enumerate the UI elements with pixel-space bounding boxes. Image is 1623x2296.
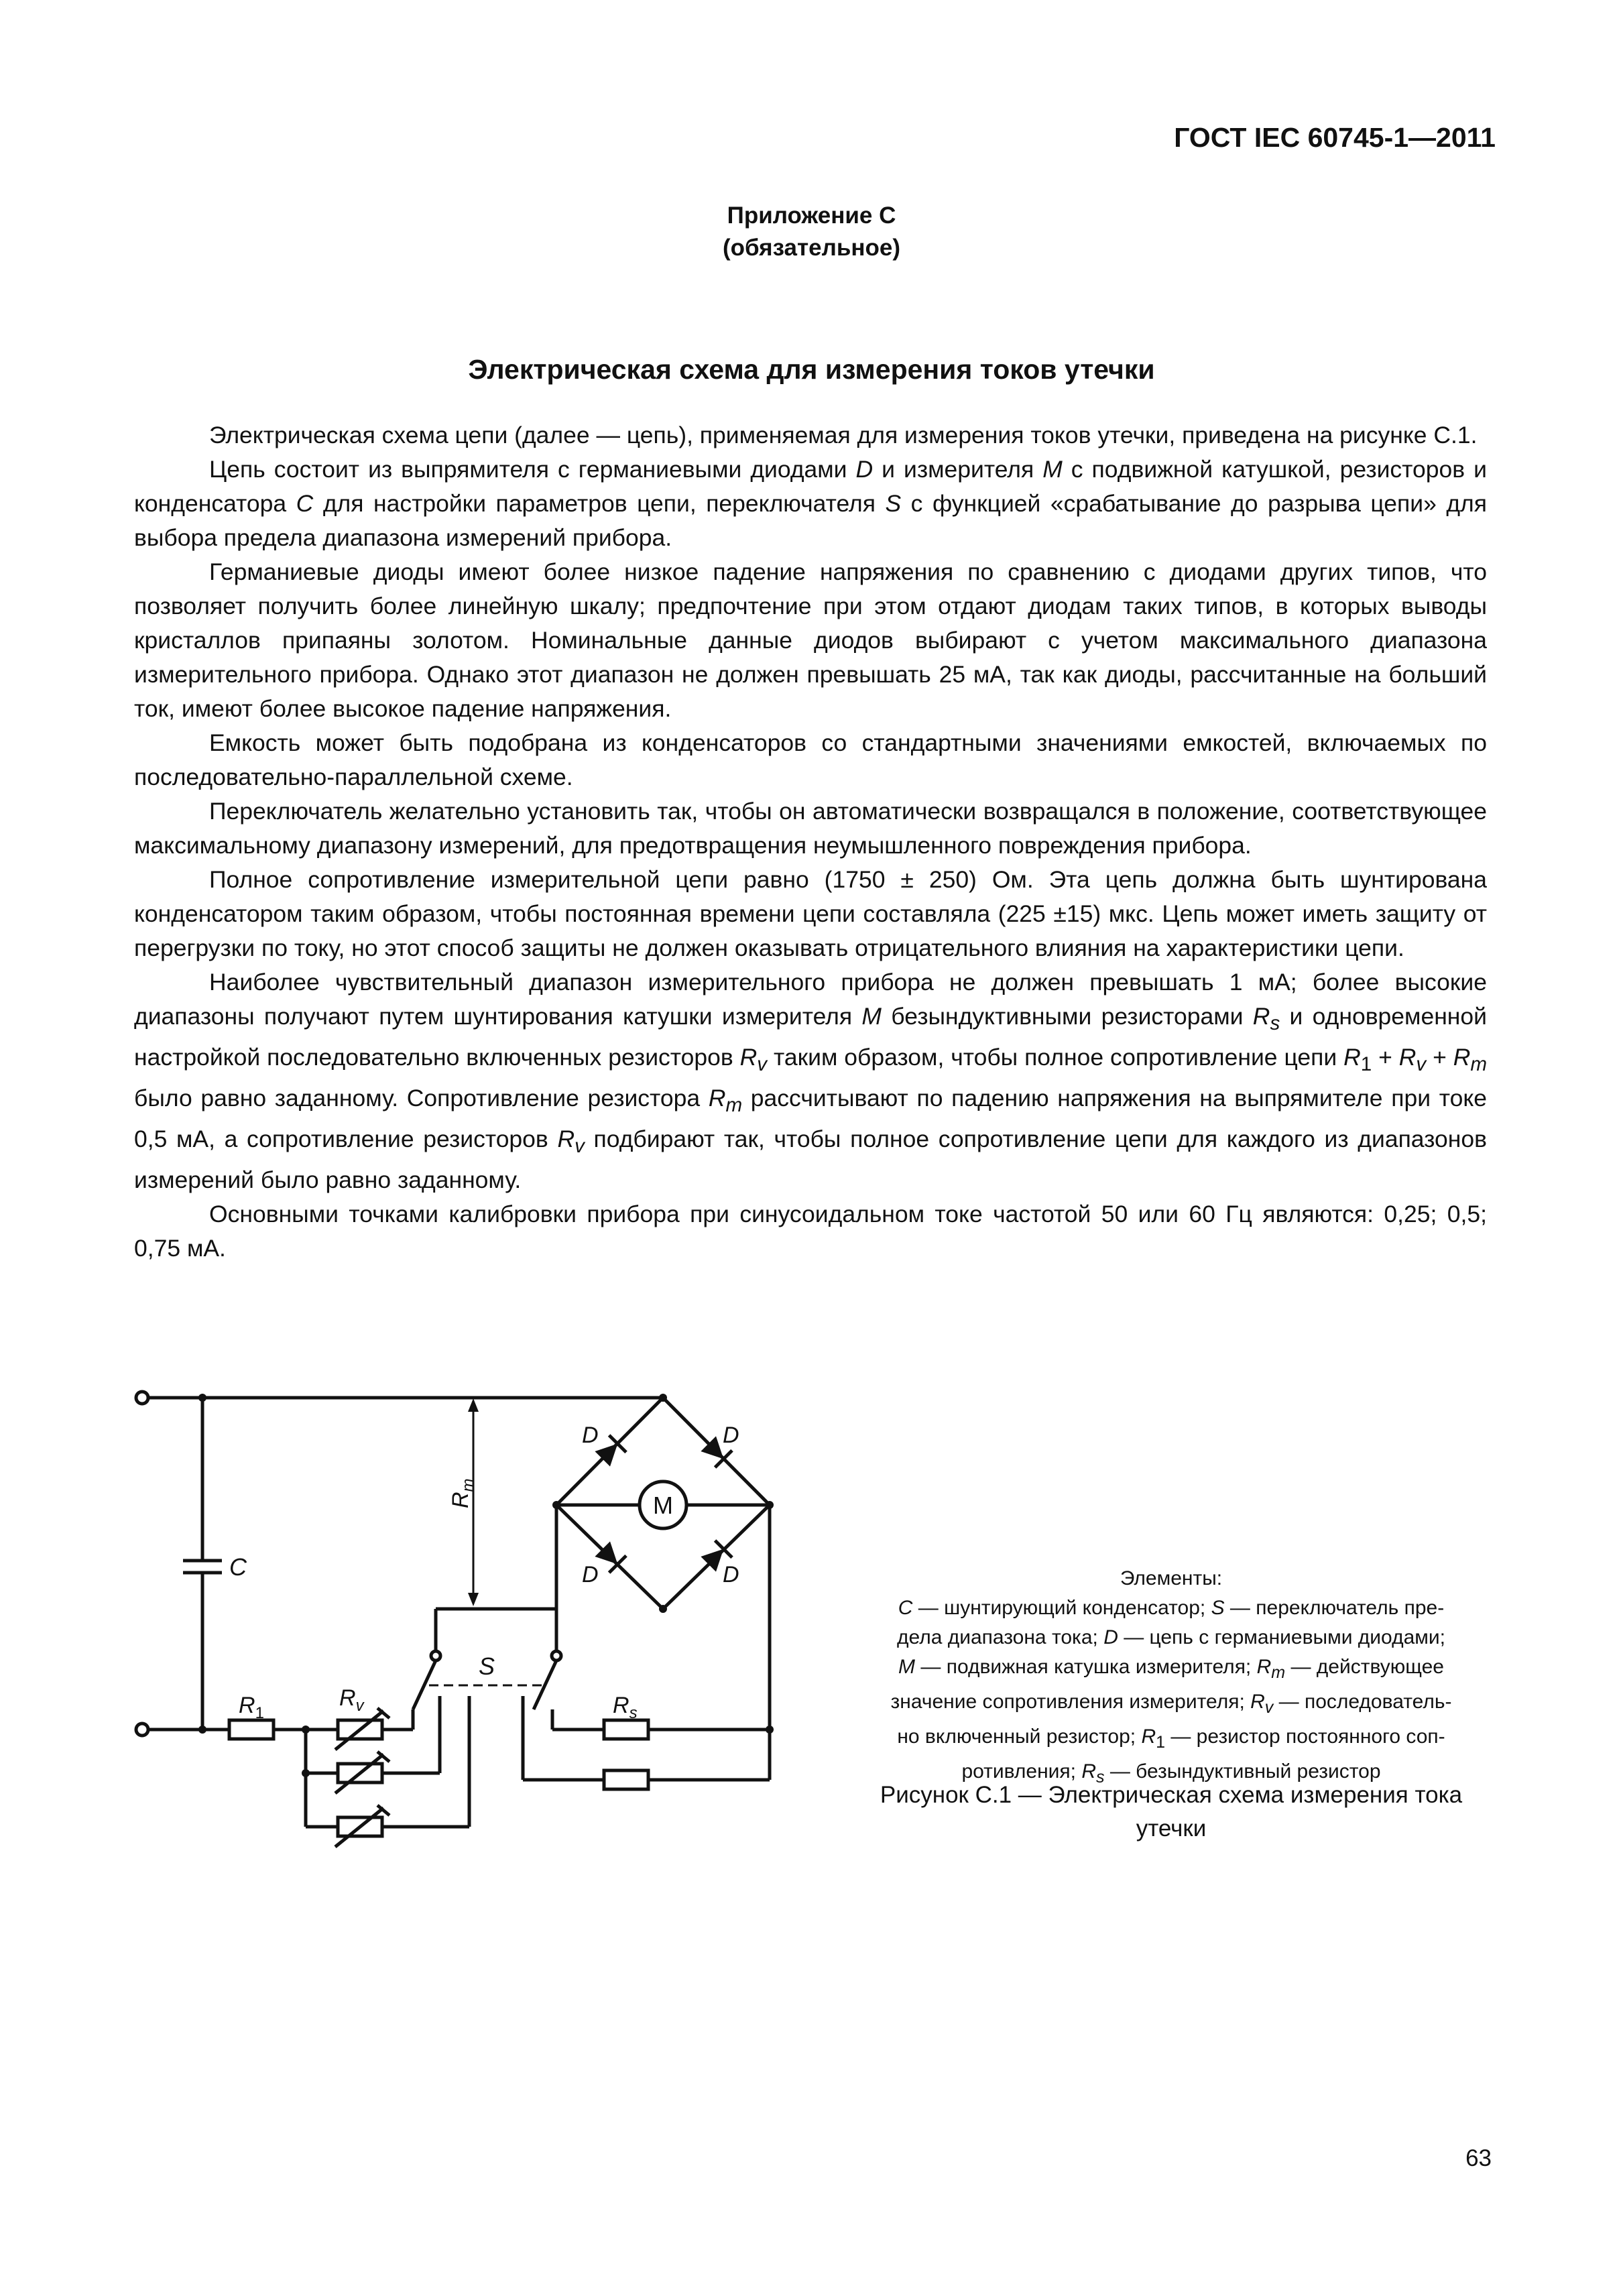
switch-label: S xyxy=(479,1652,495,1680)
text-run: но включенный резистор; xyxy=(897,1726,1142,1748)
text-run: для настройки параметров цепи, переключателя xyxy=(313,490,886,517)
legend-line xyxy=(846,1593,1496,1623)
subscript: v xyxy=(757,1053,768,1076)
diode-label: D xyxy=(723,1423,739,1448)
subscript: v xyxy=(1416,1053,1427,1076)
subscript-wrapper xyxy=(1470,1053,1487,1075)
paragraph xyxy=(134,863,1487,965)
figure-legend xyxy=(846,1564,1496,1792)
text-run: R xyxy=(557,1126,575,1153)
annex-status: (обязательное) xyxy=(722,235,900,261)
subscript-wrapper xyxy=(1156,1733,1165,1752)
subscript-wrapper xyxy=(1416,1053,1426,1075)
text-run: Переключатель желательно установить так, чтобы он автоматически возвращался в положение, соответствующее максимальному диапазону измерений, для предотвращения неумышленного повреждения прибора. xyxy=(134,798,1487,859)
variable-resistor-rv xyxy=(335,1752,389,1793)
text-run: C xyxy=(898,1597,913,1619)
node xyxy=(302,1769,310,1777)
text-run: + xyxy=(1372,1044,1399,1071)
subscript: v xyxy=(575,1135,585,1158)
switch-pivot xyxy=(552,1651,561,1660)
paragraph xyxy=(134,726,1487,794)
paragraph xyxy=(134,965,1487,1197)
text-run: значение сопротивления измерителя; xyxy=(890,1691,1251,1713)
rv-label: $R_v$ xyxy=(339,1685,364,1715)
subscript-wrapper xyxy=(1361,1053,1372,1075)
legend-title: Элементы: xyxy=(1120,1567,1223,1589)
subscript-wrapper xyxy=(1265,1698,1274,1717)
text-run: Электрическая схема цепи (далее — цепь), применяемая для измерения токов утечки, приведена на рисунке С.1. xyxy=(209,422,1478,448)
subscript: m xyxy=(725,1094,743,1117)
node xyxy=(659,1605,667,1613)
terminal-bottom xyxy=(136,1724,148,1736)
resistor-rs xyxy=(604,1720,648,1739)
subscript-wrapper xyxy=(1270,1012,1280,1034)
legend-line xyxy=(846,1623,1496,1652)
diode-label: D xyxy=(582,1423,599,1448)
subscript-wrapper xyxy=(757,1053,767,1075)
text-run: Наиболее чувствительный диапазон измерительного прибора не должен превышать 1 мА; более высокие диапазоны получают путем шунтирования катушки измерителя xyxy=(134,969,1487,1030)
paragraph xyxy=(134,452,1487,555)
text-run: R xyxy=(1141,1726,1156,1748)
text-run: D xyxy=(855,456,874,483)
subscript: v xyxy=(1264,1698,1274,1717)
subscript-wrapper xyxy=(575,1135,585,1157)
terminal-top xyxy=(136,1392,148,1404)
text-run: M xyxy=(1042,456,1063,483)
text-run: — действующее xyxy=(1285,1656,1444,1678)
text-run: таким образом, чтобы полное сопротивление цепи xyxy=(767,1044,1344,1071)
text-run: было равно заданному. Сопротивление резистора xyxy=(134,1085,709,1112)
text-run: — переключатель пре- xyxy=(1224,1597,1445,1619)
diode-label: D xyxy=(582,1562,599,1587)
legend-line xyxy=(846,1652,1496,1687)
text-run: R xyxy=(739,1044,758,1071)
meter-label: M xyxy=(653,1492,673,1519)
text-run: S xyxy=(1211,1597,1225,1619)
capacitor-label: C xyxy=(229,1553,247,1581)
subscript-wrapper xyxy=(1271,1663,1285,1682)
text-run: и одновременной настройкой последовательно включенных резисторов xyxy=(134,1003,1487,1071)
subscript: s xyxy=(1096,1768,1105,1787)
text-run: Емкость может быть подобрана из конденсаторов со стандартными значениями емкостей, включаемых по последовательно-параллельной схеме. xyxy=(134,729,1487,790)
text-run: с функцией «срабатывание до разрыва цепи» для выбора предела диапазона измерений прибора. xyxy=(134,490,1487,551)
text-run: R xyxy=(708,1085,726,1112)
body-text xyxy=(134,418,1487,1266)
text-run: Полное сопротивление измерительной цепи равно (1750 ± 250) Ом. Эта цепь должна быть шунтирована конденсатором таким образом, чтобы постоянная времени цепи составляла (225 ±15) мкс. Цепь может иметь защиту от перегрузки по току, но этот способ защиты не должен оказывать отрицательного влияния на характеристики цепи. xyxy=(134,866,1487,961)
text-run: и измерителя xyxy=(873,456,1043,483)
text-run: R xyxy=(1453,1044,1471,1071)
subscript: s xyxy=(1270,1012,1280,1035)
annex-heading xyxy=(0,200,1623,264)
text-run: R xyxy=(1252,1003,1270,1030)
text-run: + xyxy=(1426,1044,1453,1071)
text-run: рассчитывают по падению напряжения на выпрямителе при токе 0,5 мА, а сопротивление резисторов xyxy=(134,1085,1487,1153)
legend-body xyxy=(846,1593,1496,1792)
legend-line xyxy=(846,1687,1496,1722)
paragraph xyxy=(134,555,1487,726)
text-run: — подвижная катушка измерителя; xyxy=(915,1656,1257,1678)
text-run: S xyxy=(885,490,902,517)
text-run: — цепь с германиевыми диодами; xyxy=(1118,1626,1445,1648)
subscript: m xyxy=(1470,1053,1487,1076)
text-run: — последователь- xyxy=(1273,1691,1452,1713)
text-run: безындуктивными резисторами xyxy=(881,1003,1253,1030)
text-run: M xyxy=(898,1656,916,1678)
text-run: с подвижной катушкой, резисторов и конденсатора xyxy=(134,456,1487,517)
subscript: 1 xyxy=(1360,1053,1372,1076)
text-run: — безындуктивный резистор xyxy=(1104,1760,1381,1783)
text-run: — шунтирующий конденсатор; xyxy=(912,1597,1211,1619)
text-run: R xyxy=(1343,1044,1361,1071)
section-title: Электрическая схема для измерения токов утечки xyxy=(468,354,1155,385)
annex-title: Приложение С xyxy=(727,202,896,229)
r1-label: $R_1$ xyxy=(239,1693,264,1722)
paragraph xyxy=(134,794,1487,863)
text-run: R xyxy=(1250,1691,1265,1713)
text-run: D xyxy=(1103,1626,1118,1648)
text-run: C xyxy=(296,490,314,517)
resistor-r1 xyxy=(229,1720,274,1739)
rm-label: $R_m$ xyxy=(448,1478,477,1508)
text-run: R xyxy=(1081,1760,1096,1783)
circuit-diagram xyxy=(127,1381,838,1877)
text-run: подбирают так, чтобы полное сопротивление цепи для каждого из диапазонов измерений было равно заданному. xyxy=(134,1126,1487,1194)
rs-label: $R_s$ xyxy=(613,1693,638,1722)
text-run: ротивления; xyxy=(961,1760,1082,1783)
text-run: дела диапазона тока; xyxy=(897,1626,1104,1648)
variable-resistor-rv xyxy=(335,1805,389,1847)
subscript: 1 xyxy=(1156,1733,1166,1752)
text-run: R xyxy=(1398,1044,1417,1071)
page-number: 63 xyxy=(1465,2145,1492,2171)
switch-pivot xyxy=(431,1651,440,1660)
subscript-wrapper xyxy=(725,1094,742,1116)
paragraph xyxy=(134,418,1487,452)
text-run: M xyxy=(861,1003,882,1030)
paragraph xyxy=(134,1197,1487,1266)
text-run: Цепь состоит из выпрямителя с германиевыми диодами xyxy=(209,456,856,483)
figure-caption: Рисунок С.1 — Электрическая схема измерения тока утечки xyxy=(880,1782,1463,1841)
node xyxy=(198,1726,206,1734)
diode-label: D xyxy=(723,1562,739,1587)
standard-number: ГОСТ IEC 60745-1—2011 xyxy=(1174,122,1496,153)
subscript: m xyxy=(1271,1663,1286,1682)
text-run: Основными точками калибровки прибора при синусоидальном токе частотой 50 или 60 Гц являются: 0,25; 0,5; 0,75 мА. xyxy=(134,1201,1487,1262)
legend-line xyxy=(846,1722,1496,1757)
resistor-rs xyxy=(604,1770,648,1789)
text-run: Германиевые диоды имеют более низкое падение напряжения по сравнению с диодами других типов, что позволяет получить более линейную шкалу; предпочтение при этом отдают диодам таких типов, в которых выводы кристаллов припаяны золотом. Номинальные данные диодов выбирают с учетом максимального диапазона измерительного прибора. Однако этот диапазон не должен превышать 25 мА, так как диоды, рассчитанные на больший ток, имеют более высокое падение напряжения. xyxy=(134,558,1487,722)
text-run: — резистор постоянного соп- xyxy=(1165,1726,1445,1748)
text-run: R xyxy=(1256,1656,1272,1678)
